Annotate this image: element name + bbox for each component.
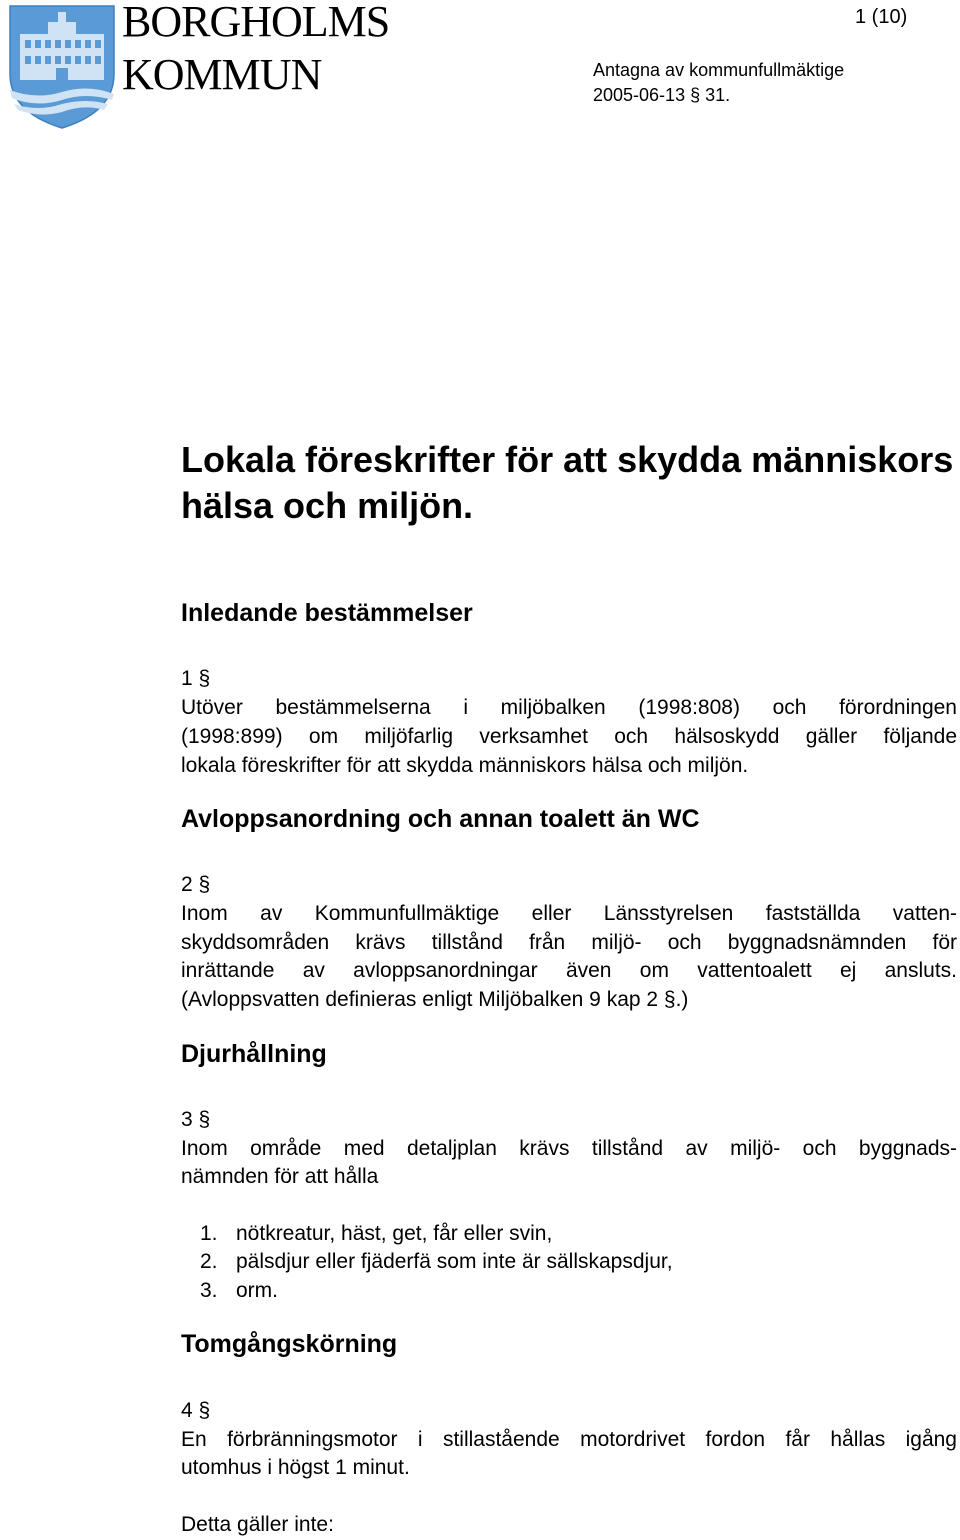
text-line: (1998:899) om miljöfarlig verksamhet och hälsoskydd gäller följande bbox=[181, 725, 957, 748]
coat-of-arms-logo bbox=[6, 4, 118, 130]
paragraph-number: 4 § bbox=[181, 1399, 211, 1422]
text-line: Detta gäller inte: bbox=[181, 1513, 334, 1536]
page-number: 1 (10) bbox=[855, 6, 908, 28]
paragraph-number: 3 § bbox=[181, 1108, 211, 1131]
list-item bbox=[200, 1219, 552, 1248]
section-heading-idling: Tomgångskörning bbox=[181, 1330, 398, 1358]
list-item-text: orm. bbox=[236, 1279, 278, 1302]
section-heading-animal-keeping: Djurhållning bbox=[181, 1040, 327, 1068]
text-line: Inom område med detaljplan krävs tillstånd av miljö- och byggnads- bbox=[181, 1137, 957, 1160]
text-line: utomhus i högst 1 minut. bbox=[181, 1456, 410, 1479]
paragraph-number: 1 § bbox=[181, 667, 211, 690]
text-line: En förbränningsmotor i stillastående motordrivet fordon får hållas igång bbox=[181, 1428, 957, 1451]
paragraph-number: 2 § bbox=[181, 873, 211, 896]
section-heading-sewage: Avloppsanordning och annan toalett än WC bbox=[181, 805, 700, 833]
section-heading-introductory: Inledande bestämmelser bbox=[181, 599, 473, 627]
text-line: nämnden för att hålla bbox=[181, 1165, 379, 1188]
adoption-note: Antagna av kommunfullmäktige bbox=[593, 60, 845, 80]
municipality-name-line1: BORGHOLMS bbox=[122, 0, 390, 46]
list-item-number: 2. bbox=[200, 1250, 218, 1273]
text-line: (Avloppsvatten definieras enligt Miljöbalken 9 kap 2 §.) bbox=[181, 988, 689, 1011]
list-item bbox=[200, 1247, 673, 1276]
text-line: inrättande av avloppsanordningar även om vattentoalett ej ansluts. bbox=[181, 959, 957, 982]
list-item-number: 3. bbox=[200, 1279, 218, 1302]
document-title: Lokala föreskrifter för att skydda människors hälsa och miljön. bbox=[181, 439, 954, 526]
text-line: lokala föreskrifter för att skydda människors hälsa och miljön. bbox=[181, 754, 749, 777]
list-item-text: nötkreatur, häst, get, får eller svin, bbox=[236, 1222, 553, 1245]
adoption-date: 2005-06-13 § 31. bbox=[593, 85, 731, 105]
municipality-name-line2: KOMMUN bbox=[122, 50, 322, 99]
text-line: skyddsområden krävs tillstånd från miljö- och byggnadsnämnden för bbox=[181, 931, 957, 954]
list-item-number: 1. bbox=[200, 1222, 218, 1245]
text-line: Inom av Kommunfullmäktige eller Länsstyrelsen fastställda vatten- bbox=[181, 902, 957, 925]
text-line: Utöver bestämmelserna i miljöbalken (1998:808) och förordningen bbox=[181, 696, 957, 719]
list-item bbox=[200, 1276, 278, 1305]
list-item-text: pälsdjur eller fjäderfä som inte är sällskapsdjur, bbox=[236, 1250, 673, 1273]
